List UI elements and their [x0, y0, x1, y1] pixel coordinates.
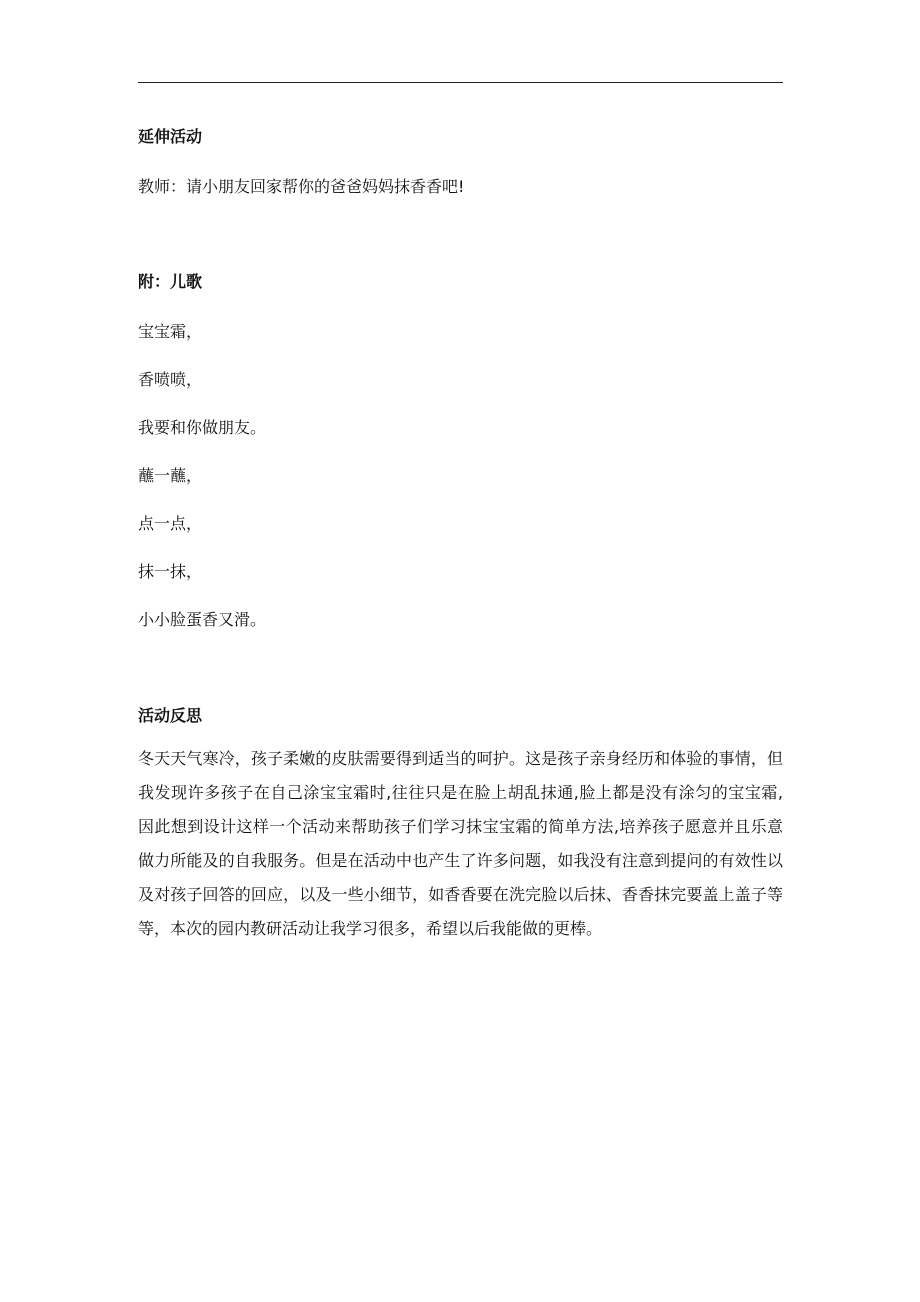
reflection-heading: 活动反思 [138, 706, 203, 725]
reflection-paragraph [138, 742, 783, 946]
header-rule [138, 82, 783, 83]
reflection-line: 等，本次的园内教研活动让我学习很多，希望以后我能做的更棒。 [138, 919, 603, 938]
rhyme-line: 点一点， [138, 514, 203, 533]
rhyme-line: 香喷喷， [138, 370, 203, 389]
rhyme-line: 宝宝霜， [138, 322, 203, 341]
extension-heading: 延伸活动 [138, 127, 203, 146]
rhyme-line: 小小脸蛋香又滑。 [138, 610, 267, 629]
rhyme-line: 抹一抹， [138, 562, 203, 581]
reflection-line: 做力所能及的自我服务。但是在活动中也产生了许多问题，如我没有注意到提问的有效性以 [138, 851, 783, 870]
reflection-line: 我发现许多孩子在自己涂宝宝霜时,往往只是在脸上胡乱抹通,脸上都是没有涂匀的宝宝霜, [138, 783, 783, 802]
rhyme-line: 蘸一蘸， [138, 466, 203, 485]
extension-text: 教师：请小朋友回家帮你的爸爸妈妈抹香香吧! [138, 177, 465, 196]
reflection-line: 因此想到设计这样一个活动来帮助孩子们学习抹宝宝霜的简单方法,培养孩子愿意并且乐意 [138, 817, 783, 836]
reflection-line: 及对孩子回答的回应，以及一些小细节，如香香要在洗完脸以后抹、香香抹完要盖上盖子等 [138, 885, 783, 904]
reflection-line: 冬天天气寒冷，孩子柔嫩的皮肤需要得到适当的呵护。这是孩子亲身经历和体验的事情，但 [138, 749, 783, 768]
rhyme-line: 我要和你做朋友。 [138, 418, 267, 437]
appendix-heading: 附：儿歌 [138, 272, 203, 291]
